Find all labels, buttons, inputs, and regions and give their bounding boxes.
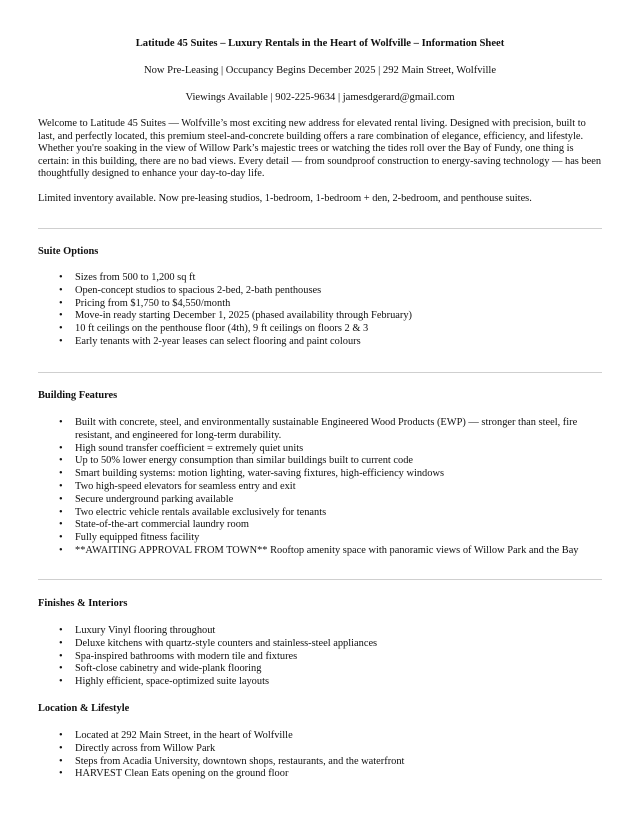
pre-leasing-line: Now Pre-Leasing | Occupancy Begins December 2025 | 292 Main Street, Wolfville [143, 65, 497, 76]
intro-paragraph: Welcome to Latitude 45 Suites — Wolfville’s most exciting new address for elevated rental living. Designed with precision, built to last, and perfectly located, this premium steel-and-concrete building offers a rare combination of elegance, efficiency, and lifestyle. Whether you're soaking in the view of Willow Park’s majestic trees or watching the tides roll over the Bay of Fundy, one thing is certain: in this building, there are no bad views. Every detail — from soundproof construction to energy-saving technology — has been thoughtfully designed to enhance your day-to-day life. [38, 118, 602, 180]
finishes-heading: Finishes & Interiors [38, 598, 128, 609]
list-item: • Two electric vehicle rentals available exclusively for tenants [38, 507, 604, 520]
list-item: • **AWAITING APPROVAL FROM TOWN** Rooftop amenity space with panoramic views of Willow Park and the Bay [38, 545, 604, 558]
list-item: • HARVEST Clean Eats opening on the ground floor [38, 768, 604, 781]
section-divider [38, 228, 602, 229]
list-item: • State-of-the-art commercial laundry room [38, 519, 604, 532]
suite-options-list [38, 272, 604, 349]
list-item: • Spa-inspired bathrooms with modern tile and fixtures [38, 651, 604, 664]
list-item: • Up to 50% lower energy consumption than similar buildings built to current code [38, 455, 604, 468]
list-item: • Open-concept studios to spacious 2-bed, 2-bath penthouses [38, 285, 604, 298]
list-item: • Move-in ready starting December 1, 2025 (phased availability through February) [38, 310, 604, 323]
list-item: • Early tenants with 2-year leases can select flooring and paint colours [38, 336, 604, 349]
suite-options-heading: Suite Options [38, 246, 99, 257]
list-item: • Directly across from Willow Park [38, 743, 604, 756]
list-item: • Pricing from $1,750 to $4,550/month [38, 298, 604, 311]
document-title: Latitude 45 Suites – Luxury Rentals in the Heart of Wolfville – Information Sheet [135, 38, 505, 49]
contact-line: Viewings Available | 902-225-9634 | jamesdgerard@gmail.com [185, 92, 455, 103]
list-item: • Deluxe kitchens with quartz-style counters and stainless-steel appliances [38, 638, 604, 651]
building-features-heading: Building Features [38, 390, 118, 401]
section-divider [38, 372, 602, 373]
list-item: • High sound transfer coefficient = extremely quiet units [38, 443, 604, 456]
list-item: • Luxury Vinyl flooring throughout [38, 625, 604, 638]
inventory-paragraph: Limited inventory available. Now pre-leasing studios, 1-bedroom, 1-bedroom + den, 2-bedroom, and penthouse suites. [38, 193, 532, 204]
list-item: • Sizes from 500 to 1,200 sq ft [38, 272, 604, 285]
list-item: • Located at 292 Main Street, in the heart of Wolfville [38, 730, 604, 743]
list-item: • Built with concrete, steel, and environmentally sustainable Engineered Wood Products (EWP) — stronger than steel, fire resistant, and engineered for long-term durability. [38, 417, 604, 443]
building-features-list [38, 417, 604, 558]
list-item: • Two high-speed elevators for seamless entry and exit [38, 481, 604, 494]
list-item: • Smart building systems: motion lighting, water-saving fixtures, high-efficiency windows [38, 468, 604, 481]
list-item: • Highly efficient, space-optimized suite layouts [38, 676, 604, 689]
list-item: • Soft-close cabinetry and wide-plank flooring [38, 663, 604, 676]
finishes-list [38, 625, 604, 689]
list-item: • 10 ft ceilings on the penthouse floor (4th), 9 ft ceilings on floors 2 & 3 [38, 323, 604, 336]
list-item: • Fully equipped fitness facility [38, 532, 604, 545]
location-heading: Location & Lifestyle [38, 703, 130, 714]
list-item: • Secure underground parking available [38, 494, 604, 507]
section-divider [38, 579, 602, 580]
location-list [38, 730, 604, 781]
list-item: • Steps from Acadia University, downtown shops, restaurants, and the waterfront [38, 756, 604, 769]
